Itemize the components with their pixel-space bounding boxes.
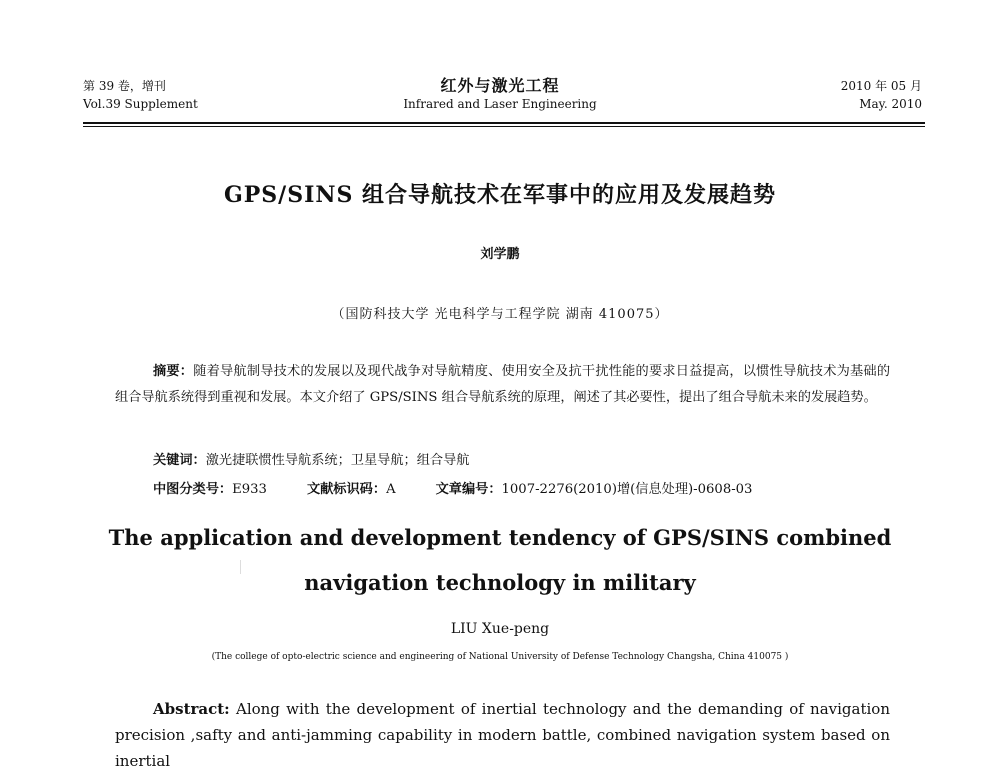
keywords-cn-text: 激光捷联惯性导航系统；卫星导航；组合导航 [205, 453, 470, 468]
paper-title-en [0, 515, 1000, 605]
journal-date [841, 77, 922, 113]
keywords-cn-label: 关键词： [153, 453, 206, 468]
article-id-label: 文章编号： [435, 482, 502, 497]
author-cn: 刘学鹏 [480, 247, 520, 262]
date-cn: 2010 年 05 月 [840, 79, 922, 93]
abstract-cn-label: 摘要： [153, 364, 194, 379]
volume-cn: 第 39 卷，增刊 [83, 79, 166, 93]
scan-artifact-line [240, 560, 241, 574]
paper-title-en-line2: navigation technology in military [304, 570, 696, 595]
author-en: LIU Xue-peng [450, 621, 550, 637]
abstract-cn [115, 359, 890, 411]
clc-value: E933 [232, 482, 267, 497]
paper-title-cn: GPS/SINS 组合导航技术在军事中的应用及发展趋势 [223, 182, 777, 208]
article-id-value: 1007-2276(2010)增(信息处理)-0608-03 [501, 482, 753, 497]
affiliation-cn: （国防科技大学 光电科学与工程学院 湖南 410075） [331, 307, 669, 322]
date-en: May. 2010 [859, 97, 922, 111]
abstract-en-label: Abstract: [153, 700, 230, 718]
paper-title-en-line1: The application and development tendency of GPS/SINS combined [108, 525, 892, 550]
abstract-en-text: Along with the development of inertial technology and the demanding of navigation precision ,safty and anti-jamming capability in modern battle, combined navigation system based on inertial [115, 700, 890, 770]
classification-line [153, 478, 752, 497]
header-rule-thin [83, 126, 925, 127]
affiliation-en: (The college of opto-electric science and engineering of National University of Defense Technology Changsha, China 410075 ) [211, 652, 789, 662]
abstract-en [115, 696, 890, 774]
doc-code-value: A [386, 482, 396, 497]
volume-en: Vol.39 Supplement [83, 97, 198, 111]
header-rule-thick [83, 122, 925, 124]
journal-name-cn: 红外与激光工程 [440, 76, 560, 95]
keywords-cn [153, 449, 470, 468]
journal-name-en: Infrared and Laser Engineering [403, 97, 597, 111]
doc-code-label: 文献标识码： [306, 482, 387, 497]
clc-label: 中图分类号： [153, 482, 233, 497]
abstract-cn-text: 随着导航制导技术的发展以及现代战争对导航精度、使用安全及抗干扰性能的要求日益提高，以惯性导航技术为基础的组合导航系统得到重视和发展。本文介绍了 GPS/SINS 组合导航系统的原理，阐述了其必要性，提出了组合导航未来的发展趋势。 [115, 364, 891, 405]
